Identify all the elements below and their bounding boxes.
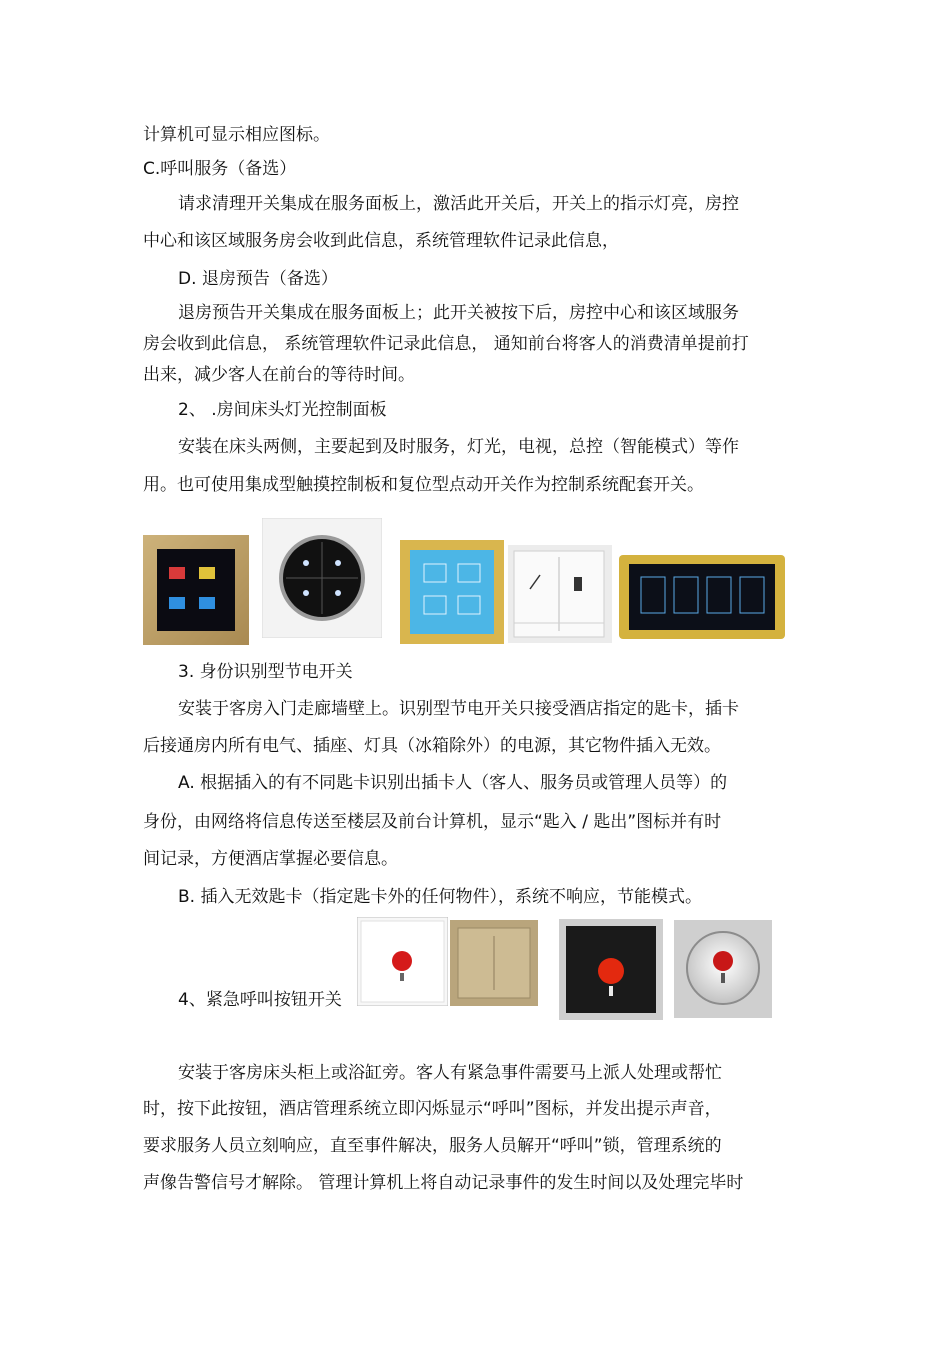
section-heading-c: C.呼叫服务（备选） xyxy=(143,159,297,179)
text-line: 声像告警信号才解除。 管理计算机上将自动记录事件的发生时间以及处理完毕时 xyxy=(143,1173,744,1193)
white-emergency-button-photo xyxy=(357,917,448,1006)
text-line: 计算机可显示相应图标。 xyxy=(143,125,330,145)
section-heading-d: D. 退房预告（备选） xyxy=(178,269,338,289)
four-button-bedside-panel-photo xyxy=(619,555,785,639)
sos-emergency-button-photo xyxy=(559,919,663,1020)
text-line: 出来，减少客人在前台的等待时间。 xyxy=(143,365,415,385)
text-line: A. 根据插入的有不同匙卡识别出插卡人（客人、服务员或管理人员等）的 xyxy=(178,773,728,793)
text-line: 间记录，方便酒店掌握必要信息。 xyxy=(143,849,398,869)
text-line: 安装于客房床头柜上或浴缸旁。客人有紧急事件需要马上派人处理或帮忙 xyxy=(178,1063,722,1083)
blue-touch-panel-photo xyxy=(400,540,504,644)
text-line: B. 插入无效匙卡（指定匙卡外的任何物件），系统不响应，节能模式。 xyxy=(178,887,702,907)
gold-double-switch-photo xyxy=(450,920,538,1006)
text-line: 要求服务人员立刻响应，直至事件解决，服务人员解开“呼叫”锁，管理系统的 xyxy=(143,1136,722,1156)
text-line: 房会收到此信息， 系统管理软件记录此信息， 通知前台将客人的消费清单提前打 xyxy=(143,334,749,354)
text-line: 用。也可使用集成型触摸控制板和复位型点动开关作为控制系统配套开关。 xyxy=(143,475,704,495)
text-line: 中心和该区域服务房会收到此信息，系统管理软件记录此信息， xyxy=(143,231,619,251)
text-line: 请求清理开关集成在服务面板上，激活此开关后，开关上的指示灯亮，房控 xyxy=(178,194,739,214)
text-line: 后接通房内所有电气、插座、灯具（冰箱除外）的电源，其它物件插入无效。 xyxy=(143,736,721,756)
gold-touch-panel-photo xyxy=(143,535,249,645)
silver-emergency-button-photo xyxy=(674,920,772,1018)
section-heading-2: 2、 .房间床头灯光控制面板 xyxy=(178,400,387,420)
text-line: 时，按下此按钮，酒店管理系统立即闪烁显示“呼叫”图标，并发出提示声音， xyxy=(143,1099,722,1119)
section-heading-4: 4、紧急呼叫按钮开关 xyxy=(178,990,342,1010)
section-heading-3: 3. 身份识别型节电开关 xyxy=(178,662,353,682)
round-dark-touch-panel-photo xyxy=(262,518,382,638)
text-line: 退房预告开关集成在服务面板上；此开关被按下后，房控中心和该区域服务 xyxy=(178,303,739,323)
text-line: 安装于客房入门走廊墙壁上。识别型节电开关只接受酒店指定的匙卡，插卡 xyxy=(178,699,739,719)
dnd-makeup-switch-photo xyxy=(508,545,612,643)
text-line: 安装在床头两侧，主要起到及时服务，灯光，电视，总控（智能模式）等作 xyxy=(178,437,739,457)
text-line: 身份，由网络将信息传送至楼层及前台计算机，显示“匙入 / 匙出”图标并有时 xyxy=(143,812,722,832)
